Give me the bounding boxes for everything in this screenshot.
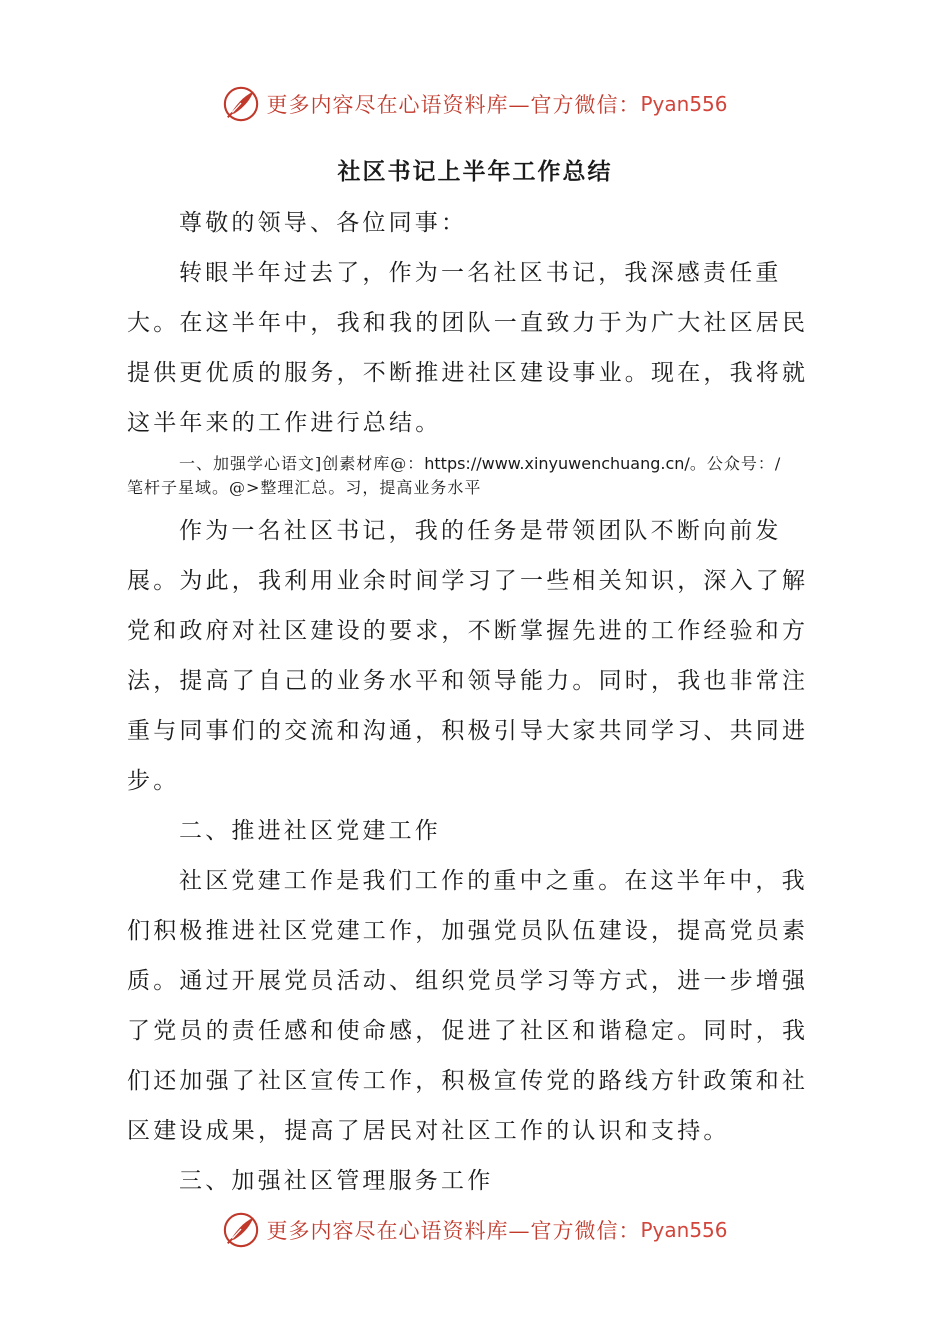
header-banner	[0, 82, 950, 126]
watermark-note	[127, 452, 827, 500]
banner-wechat-id: Pyan556	[640, 92, 728, 116]
quill-pen-logo-icon	[222, 85, 260, 123]
banner-text: 更多内容尽在心语资料库—官方微信：	[266, 93, 641, 117]
section2-paragraph: 社区党建工作是我们工作的重中之重。在这半年中，我们积极推进社区党建工作，加强党员队伍建设，提高党员素质。通过开展党员活动、组织党员学习等方式，进一步增强了党员的责任感和使命感，促进了社区和谐稳定。同时，我们还加强了社区宣传工作，积极宣传党的路线方针政策和社区建设成果，提高了居民对社区工作的认识和支持。	[127, 868, 809, 1144]
section3-heading: 三、加强社区管理服务工作	[179, 1168, 494, 1194]
note-url: https://www.xinyuwenchuang.cn/	[424, 454, 690, 473]
banner-text: 更多内容尽在心语资料库—官方微信：	[266, 1219, 641, 1243]
salutation: 尊敬的领导、各位同事：	[179, 210, 468, 236]
note-line-2: 笔杆子星域。@>整理汇总。习，提高业务水平	[127, 478, 482, 497]
section1-paragraph: 作为一名社区书记，我的任务是带领团队不断向前发展。为此，我利用业余时间学习了一些相关知识，深入了解党和政府对社区建设的要求，不断掌握先进的工作经验和方法，提高了自己的业务水平和领导能力。同时，我也非常注重与同事们的交流和沟通，积极引导大家共同学习、共同进步。	[127, 518, 809, 794]
document-title: 社区书记上半年工作总结	[337, 158, 613, 185]
quill-pen-logo-icon	[222, 1211, 260, 1249]
banner-wechat-id: Pyan556	[640, 1218, 728, 1242]
document-body	[127, 198, 827, 1206]
note-prefix: 一、加强学心语文]创素材库@：	[179, 454, 425, 473]
note-suffix: 。公众号：/	[689, 454, 782, 473]
footer-banner	[0, 1208, 950, 1252]
section2-heading: 二、推进社区党建工作	[179, 818, 441, 844]
intro-paragraph: 转眼半年过去了，作为一名社区书记，我深感责任重大。在这半年中，我和我的团队一直致力于为广大社区居民提供更优质的服务，不断推进社区建设事业。现在，我将就这半年来的工作进行总结。	[127, 260, 809, 436]
